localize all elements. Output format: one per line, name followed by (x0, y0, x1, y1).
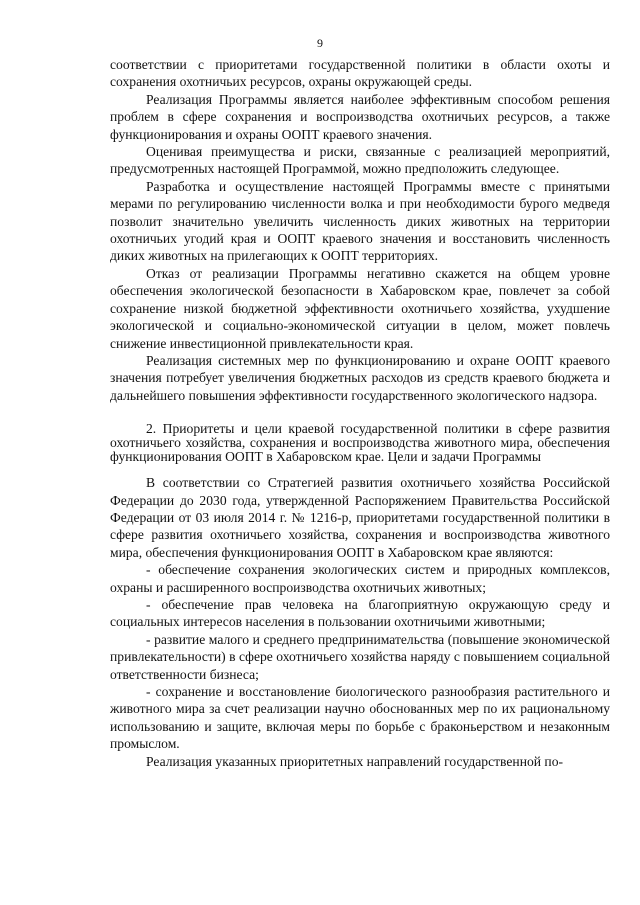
list-item: - развитие малого и среднего предпринимательства (повышение экономической привлекательности) в сфере охотничьего хозяйства наряду с повышением социальной ответственности бизнеса; (110, 631, 610, 682)
paragraph: соответствии с приоритетами государственной политики в области охоты и сохранения охотничьих ресурсов, охраны окружающей среды. (110, 57, 610, 90)
list-item: - обеспечение прав человека на благоприятную окружающую среду и социальных интересов населения в пользовании охотничьими животными; (110, 596, 610, 630)
paragraph: Реализация указанных приоритетных направлений государственной по- (146, 753, 564, 769)
paragraph: Отказ от реализации Программы негативно скажется на общем уровне обеспечения экологической безопасности в Хабаровском крае, повлечет за собой сохранение низкой бюджетной эффективности охотничьего хозяйства, ухудшение экологической и социально-экономической ситуации в целом, может повлечь снижение инвестиционной привлекательности края. (110, 265, 610, 351)
list-item: - сохранение и восстановление биологического разнообразия растительного и животного мира за счет реализации научно обоснованных мер по их рациональному использованию и защите, включая меры по борьбе с браконьерством и незаконным промыслом. (110, 684, 610, 752)
document-body (110, 56, 610, 770)
paragraph: Оценивая преимущества и риски, связанные с реализацией мероприятий, предусмотренных настоящей Программой, можно предположить следующее. (110, 144, 610, 177)
list-item: - обеспечение сохранения экологических систем и природных комплексов, охраны и расширенного воспроизводства охотничьих животных; (110, 562, 610, 595)
paragraph: Реализация Программы является наиболее эффективным способом решения проблем в сфере сохранения и воспроизводства охотничьих ресурсов, а также функционирования и охраны ООПТ краевого значения. (110, 91, 610, 142)
section-heading: 2. Приоритеты и цели краевой государственной политики в сфере развития охотничьего хозяйства, сохранения и воспроизводства животного мира, обеспечения функционирования ООПТ в Хабаровском крае. Цели и задачи Программы (110, 421, 610, 465)
paragraph: Разработка и осуществление настоящей Программы вместе с принятыми мерами по регулированию численности волка и при необходимости бурого медведя позволит значительно увеличить численность диких животных на территории охотничьих угодий края и ООПТ краевого значения и восстановить численность диких животных на прилегающих к ООПТ территориях. (110, 178, 610, 264)
paragraph: Реализация системных мер по функционированию и охране ООПТ краевого значения потребует увеличения бюджетных расходов из средств краевого бюджета и дальнейшего повышения эффективности государственного экологического надзора. (110, 352, 610, 403)
paragraph: В соответствии со Стратегией развития охотничьего хозяйства Российской Федерации до 2030 года, утвержденной Распоряжением Правительства Российской Федерации от 03 июля 2014 г. № 1216-р, приоритетами государственной политики в сфере развития охотничьего хозяйства, сохранения и воспроизводства животного мира, обеспечения функционирования ООПТ в Хабаровском крае являются: (110, 475, 610, 560)
page-number: 9 (317, 36, 323, 50)
